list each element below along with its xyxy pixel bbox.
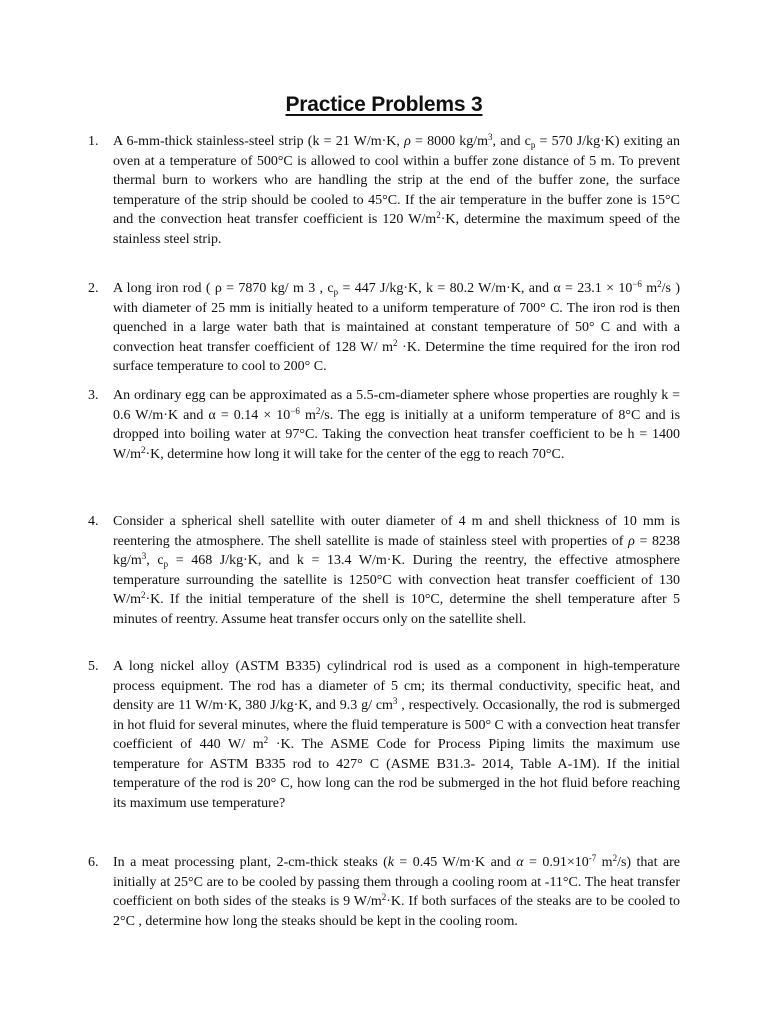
problem-text: A long nickel alloy (ASTM B335) cylindrical rod is used as a component in high-temperature process equipment. The rod has a diameter of 5 cm; its thermal conductivity, specific heat, and density are 11 W/m·K, 380 J/kg·K, and 9.3 g/ $cm^3$ , respectively. Occasionally, the rod is submerged in hot fluid for several minutes, where the fluid temperature is 500° C with a convection heat transfer coefficient of 440 W/ $m^2 \cdot K$. The ASME Code for Process Piping limits the maximum use temperature for ASTM B335 rod to 427° C (ASME B31.3- 2014, Table A-1M). If the initial temperature of the rod is 20° C, how long can the rod be submerged in the hot fluid before reaching its maximum use temperature?: [113, 659, 681, 811]
problem-text: A long iron rod ( ρ = 7870 kg/ m 3 , $c_p = 447$ J/kg·K, k = 80.2 W/m·K, and $\alpha = 23.1 \times 10^{-6}$ $m^2/s$ ) with diameter of 25 mm is initially heated to a uniform temperature of 700° C. The iron rod is then quenched in a large water bath that is maintained at constant temperature of 50° C and with a convection heat transfer coefficient of 128 W/ $m^2 \cdot K$. Determine the time required for the iron rod surface temperature to cool to 200° C.: [113, 279, 680, 374]
problem-4: [88, 512, 680, 629]
problem-number: 2.: [88, 281, 99, 296]
problem-number: 1.: [88, 134, 99, 149]
problem-number: 5.: [88, 659, 99, 674]
problem-number: 6.: [88, 855, 99, 870]
page-title: Practice Problems 3: [285, 93, 483, 116]
problem-text: A 6-mm-thick stainless-steel strip (k = 21 W/m·K, ρ = 8000 $kg/m^3$, and $c_p = 570$ J/kg·K) exiting an oven at a temperature of 500°C is allowed to cool within a buffer zone distance of 5 m. To prevent thermal burn to workers who are handling the strip at the end of the buffer zone, the surface temperature of the strip should be cooled to 45°C. If the air temperature in the buffer zone is 15°C and the convection heat transfer coefficient is 120 $W/m^2\cdot K$, determine the maximum speed of the stainless steel strip.: [113, 132, 681, 247]
problem-text: An ordinary egg can be approximated as a 5.5-cm-diameter sphere whose properties are roughly k = 0.6 W/m·K and $\alpha = 0.14 \times 10^{-6}$ $m^2/s$. The egg is initially at a uniform temperature of 8°C and is dropped into boiling water at 97°C. Taking the convection heat transfer coefficient to be h = 1400 $W/m^2\cdot K$, determine how long it will take for the center of the egg to reach 70°C.: [113, 388, 681, 462]
problem-text: In a meat processing plant, 2-cm-thick steaks (k = 0.45 W/m·K and $\alpha = 0.91\times 10^{-7}$ $m^2/s$) that are initially at 25°C are to be cooled by passing them through a cooling room at -11°C. The heat transfer coefficient on both sides of the steaks is 9 $W/m^2\cdot K$. If both surfaces of the steaks are to be cooled to 2°C , determine how long the steaks should be kept in the cooling room.: [113, 853, 681, 929]
problem-1: [88, 132, 680, 249]
problem-number: 3.: [88, 388, 99, 403]
problem-text: Consider a spherical shell satellite with outer diameter of 4 m and shell thickness of 10 mm is reentering the atmosphere. The shell satellite is made of stainless steel with properties of ρ = 8238 $kg/m^3$, $c_p = 468$ J/kg·K, and k = 13.4 W/m·K. During the reentry, the effective atmosphere temperature surrounding the satellite is 1250°C with convection heat transfer coefficient of 130 $W/m^2\cdot K$. If the initial temperature of the shell is 10°C, determine the shell temperature after 5 minutes of reentry. Assume heat transfer occurs only on the satellite shell.: [113, 514, 681, 627]
problem-3: [88, 386, 680, 464]
problem-6: [88, 853, 680, 931]
problem-5: [88, 657, 680, 813]
problem-number: 4.: [88, 514, 99, 529]
problem-2: [88, 279, 680, 377]
